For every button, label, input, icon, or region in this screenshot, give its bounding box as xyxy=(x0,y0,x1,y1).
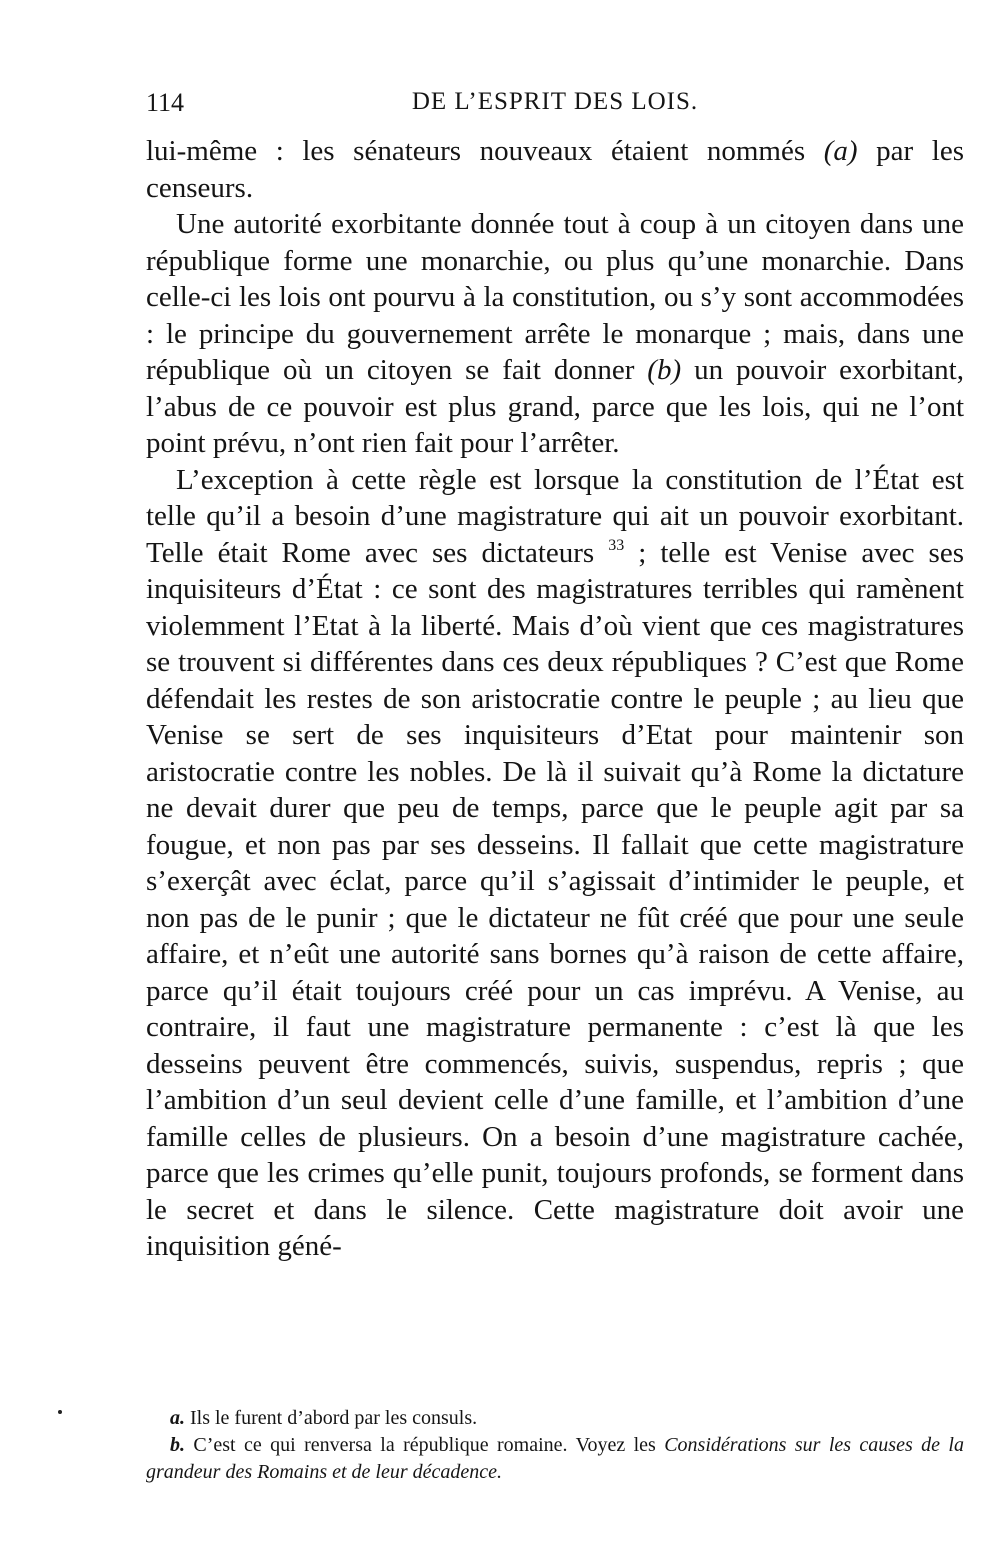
footnote-a xyxy=(146,1405,964,1432)
paragraph-text: lui-même : les sénateurs nouveaux étaient nommés xyxy=(146,135,824,167)
paragraph-text: par les censeurs. xyxy=(146,135,964,204)
main-text xyxy=(146,133,964,1265)
paragraph-exception xyxy=(146,462,964,1265)
paragraph-text: un pouvoir exorbitant, l’abus de ce pouvoir est plus grand, parce que les lois, qui ne l’ont point prévu, n’ont rien fait pour l’arrêter. xyxy=(146,354,964,459)
paragraph-continuation xyxy=(146,133,964,206)
footnote-label: a. xyxy=(170,1407,185,1429)
paragraph-text: L’exception à cette règle est lorsque la constitution de l’État est telle qu’il a besoin d’une magistrature qui ait un pouvoir exorbitant. Telle était Rome avec ses dictateurs xyxy=(146,463,964,569)
running-title: DE L’ESPRIT DES LOIS. xyxy=(411,88,699,115)
footnote-book-title: Considérations sur les causes de la grandeur des Romains et de leur décadence. xyxy=(146,1434,964,1483)
footnote-text: Ils le furent d’abord par les consuls. xyxy=(185,1407,478,1429)
page-number: 114 xyxy=(146,88,185,117)
footnotes xyxy=(146,1405,964,1486)
footnote-mark-a: (a) xyxy=(823,135,858,167)
paragraph-text: Une autorité exorbitante donnée tout à coup à un citoyen dans une république forme une monarchie, ou plus qu’une monarchie. Dans celle-ci les lois ont pourvu à la constitution, ou s’y sont accommodées : le principe du gouvernement arrête le monarque ; mais, dans une république où un citoyen se fait donner xyxy=(146,208,964,386)
paragraph-authority xyxy=(146,206,964,462)
running-head xyxy=(146,88,964,122)
paragraph-text: ; telle est Venise avec ses inquisiteurs d’État : ce sont des magistratures terribles qui ramènent violemment l’Etat à la liberté. Mais d’où vient que ces magistratures se trouvent si différentes dans ces deux républiques ? C’est que Rome défendait les restes de son aristocratie contre le peuple ; au lieu que Venise se sert de ses inquisiteurs d’Etat pour maintenir son aristocratie contre les nobles. De là il suivait qu’à Rome la dictature ne devait durer que peu de temps, parce que le peuple agit par sa fougue, et non pas par ses desseins. Il fallait que cette magistrature s’exerçât avec éclat, parce qu’il s’agissait d’intimider le peuple, et non pas de le punir ; que le dictateur ne fût créé que pour une seule affaire, et n’eût une autorité sans bornes qu’à raison de cette affaire, parce qu’il était toujours créé pour un cas imprévu. A Venise, au contraire, il faut une magistrature permanente : c’est là que les desseins peuvent être commencés, suivis, suspendus, repris ; que l’ambition d’un seul devient celle d’une famille, et l’ambition d’une famille celles de plusieurs. On a besoin d’une magistrature cachée, parce que les crimes qu’elle punit, toujours profonds, se forment dans le secret et dans le silence. Cette magistrature doit avoir une inquisition géné- xyxy=(146,536,964,1262)
footnote-b xyxy=(146,1432,964,1486)
footnote-mark-b: (b) xyxy=(647,354,682,386)
footnote-label: b. xyxy=(170,1434,185,1456)
footnote-text: C’est ce qui renversa la république romaine. Voyez les xyxy=(185,1434,665,1456)
note-reference-33: 33 xyxy=(608,536,625,554)
margin-mark xyxy=(58,1410,62,1414)
